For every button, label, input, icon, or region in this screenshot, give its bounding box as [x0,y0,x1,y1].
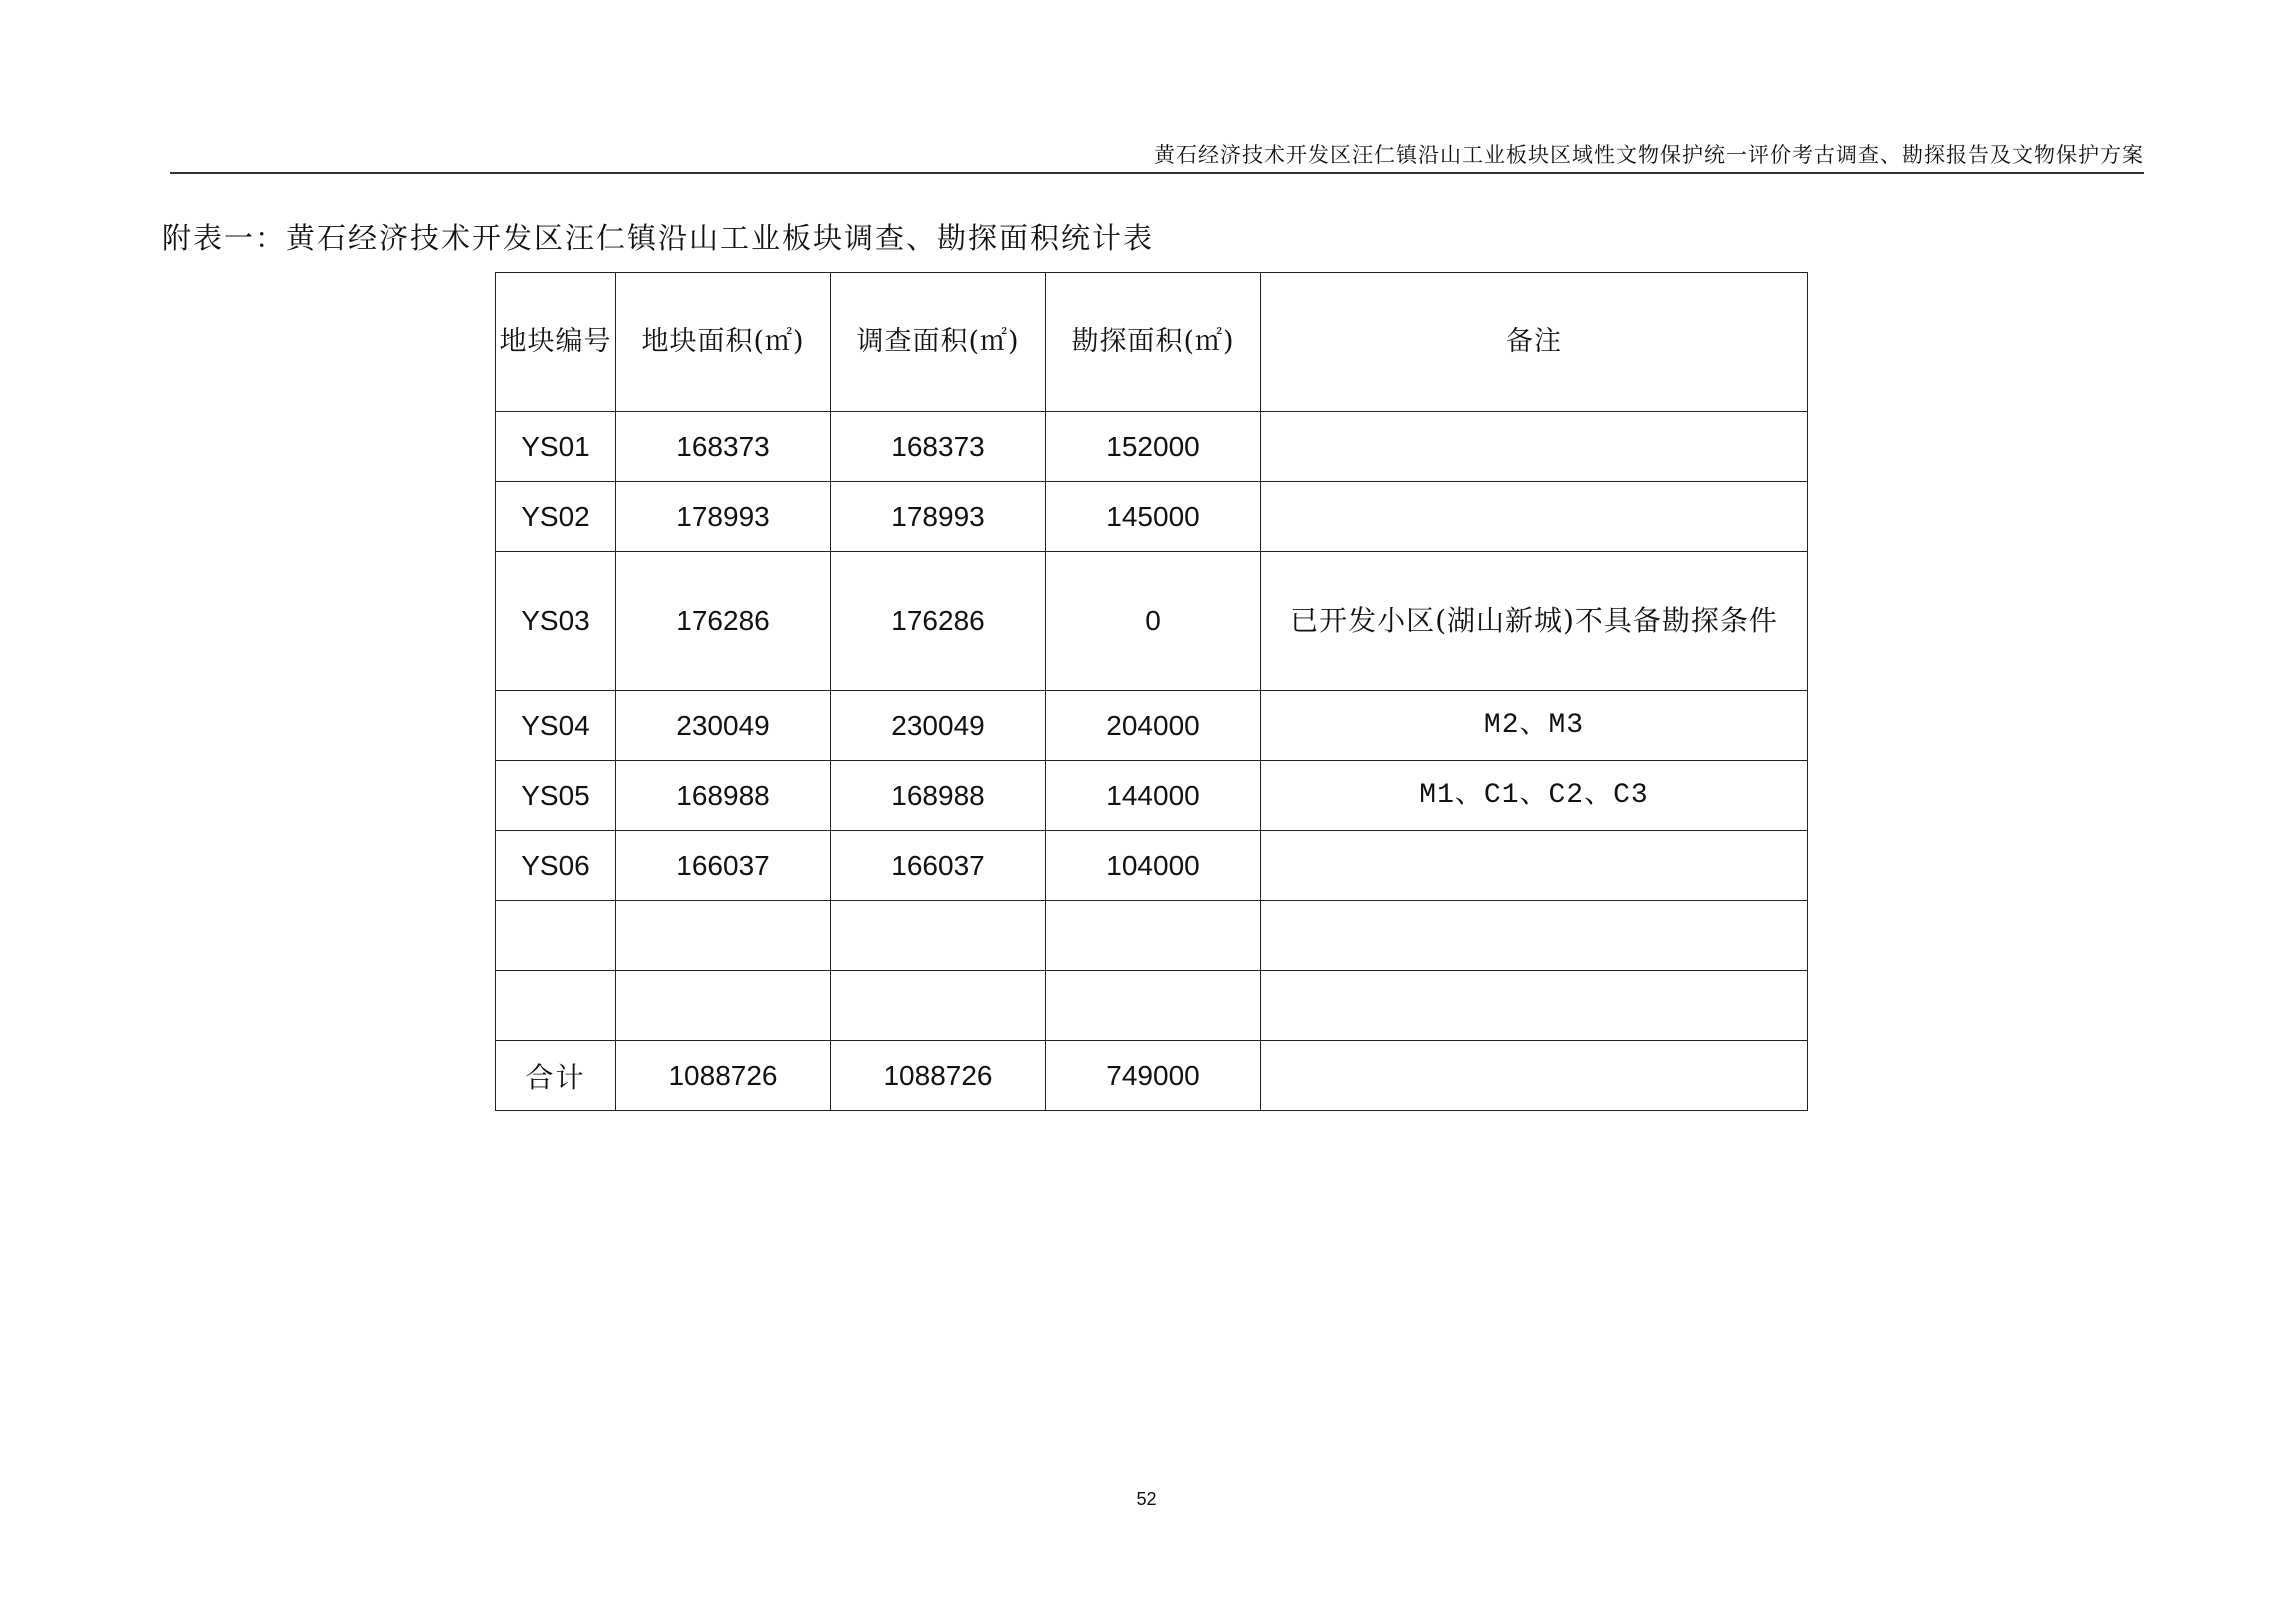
cell-exploration-area [1046,901,1261,971]
cell-plot-area [616,901,831,971]
total-survey-area: 1088726 [831,1041,1046,1111]
table-row [496,552,1808,691]
cell-remarks: 已开发小区(湖山新城)不具备勘探条件 [1261,552,1808,691]
cell-survey-area [831,901,1046,971]
table-row [496,412,1808,482]
table-row [496,482,1808,552]
table-caption: 附表一：黄石经济技术开发区汪仁镇沿山工业板块调查、勘探面积统计表 [162,221,1155,255]
table-total-row [496,1041,1808,1111]
total-remarks [1261,1041,1808,1111]
cell-exploration-area: 0 [1046,552,1261,691]
total-label: 合计 [496,1041,616,1111]
cell-plot-area: 166037 [616,831,831,901]
cell-plot-id: YS04 [496,691,616,761]
cell-remarks [1261,412,1808,482]
cell-plot-id [496,971,616,1041]
running-header [170,140,2144,174]
table-row-empty [496,901,1808,971]
table-row-empty [496,971,1808,1041]
table-row [496,831,1808,901]
header-remarks: 备注 [1261,273,1808,412]
cell-plot-id: YS05 [496,761,616,831]
cell-survey-area: 168373 [831,412,1046,482]
table-header-row [496,273,1808,412]
area-statistics-table [495,272,1808,1111]
table-row [496,761,1808,831]
cell-plot-area: 230049 [616,691,831,761]
cell-exploration-area: 104000 [1046,831,1261,901]
cell-remarks [1261,831,1808,901]
cell-exploration-area: 145000 [1046,482,1261,552]
cell-plot-id: YS02 [496,482,616,552]
cell-plot-id: YS01 [496,412,616,482]
cell-remarks: M1、C1、C2、C3 [1261,761,1808,831]
header-exploration-area: 勘探面积(㎡) [1046,273,1261,412]
header-survey-area: 调查面积(㎡) [831,273,1046,412]
cell-plot-area: 168373 [616,412,831,482]
cell-survey-area: 178993 [831,482,1046,552]
cell-plot-id: YS06 [496,831,616,901]
header-plot-area: 地块面积(㎡) [616,273,831,412]
cell-exploration-area: 144000 [1046,761,1261,831]
table-row [496,691,1808,761]
cell-survey-area: 176286 [831,552,1046,691]
total-exploration-area: 749000 [1046,1041,1261,1111]
cell-plot-area [616,971,831,1041]
cell-remarks [1261,971,1808,1041]
cell-plot-id: YS03 [496,552,616,691]
cell-remarks [1261,482,1808,552]
page-number: 52 [1136,1489,1157,1509]
cell-plot-area: 168988 [616,761,831,831]
cell-remarks: M2、M3 [1261,691,1808,761]
cell-exploration-area: 152000 [1046,412,1261,482]
cell-survey-area: 168988 [831,761,1046,831]
cell-remarks [1261,901,1808,971]
total-plot-area: 1088726 [616,1041,831,1111]
cell-exploration-area: 204000 [1046,691,1261,761]
cell-plot-id [496,901,616,971]
cell-survey-area [831,971,1046,1041]
running-header-text: 黄石经济技术开发区汪仁镇沿山工业板块区域性文物保护统一评价考古调查、勘探报告及文物保护方案 [1154,143,2144,167]
cell-plot-area: 178993 [616,482,831,552]
cell-survey-area: 166037 [831,831,1046,901]
cell-survey-area: 230049 [831,691,1046,761]
cell-exploration-area [1046,971,1261,1041]
header-plot-id: 地块编号 [496,273,616,412]
cell-plot-area: 176286 [616,552,831,691]
